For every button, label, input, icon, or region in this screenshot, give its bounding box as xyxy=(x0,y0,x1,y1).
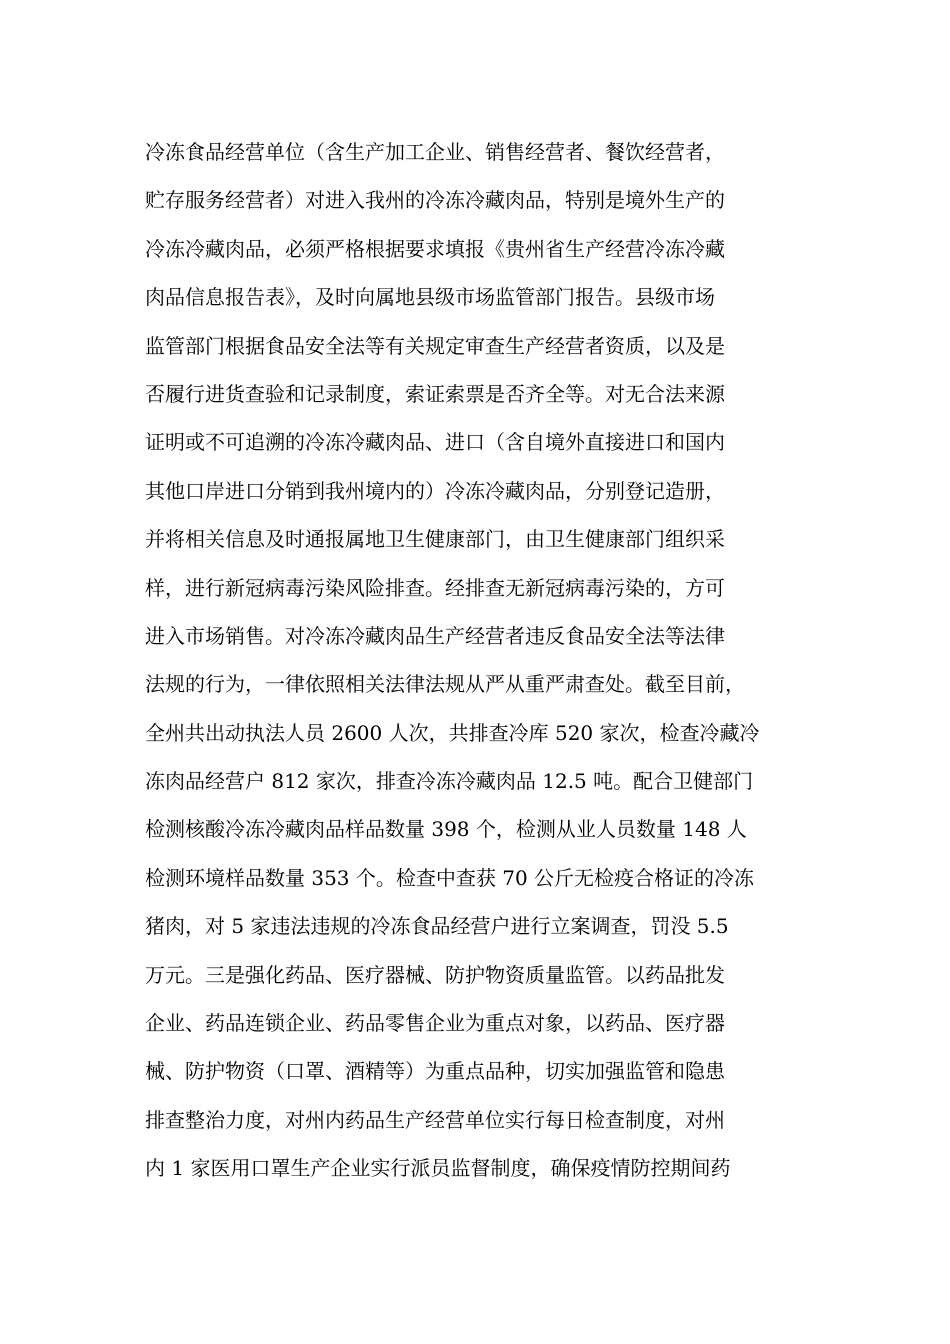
text-line: 冻肉品经营户 812 家次，排查冷冻冷藏肉品 12.5 吨。配合卫健部门 xyxy=(145,769,754,794)
text-line: 全州共出动执法人员 2600 人次，共排查冷库 520 家次，检查冷藏冷 xyxy=(145,720,760,745)
text-line: 冷冻冷藏肉品，必须严格根据要求填报《贵州省生产经营冷冻冷藏 xyxy=(145,236,725,261)
text-line: 内 1 家医用口罩生产企业实行派员监督制度，确保疫情防控期间药 xyxy=(145,1156,731,1181)
text-line: 企业、药品连锁企业、药品零售企业为重点对象，以药品、医疗器 xyxy=(145,1011,725,1036)
text-line: 检测环境样品数量 353 个。检查中查获 70 公斤无检疫合格证的冷冻 xyxy=(145,865,755,890)
text-line: 法规的行为，一律依照相关法律法规从严从重严肃查处。截至目前， xyxy=(145,672,745,697)
text-line: 并将相关信息及时通报属地卫生健康部门，由卫生健康部门组织采 xyxy=(145,527,725,552)
text-line: 检测核酸冷冻冷藏肉品样品数量 398 个，检测从业人员数量 148 人 xyxy=(145,817,747,842)
text-line: 监管部门根据食品安全法等有关规定审查生产经营者资质，以及是 xyxy=(145,333,725,358)
text-line: 证明或不可追溯的冷冻冷藏肉品、进口（含自境外直接进口和国内 xyxy=(145,430,725,455)
text-line: 否履行进货查验和记录制度，索证索票是否齐全等。对无合法来源 xyxy=(145,381,725,406)
text-line: 进入市场销售。对冷冻冷藏肉品生产经营者违反食品安全法等法律 xyxy=(145,623,725,648)
text-line: 冷冻食品经营单位（含生产加工企业、销售经营者、餐饮经营者， xyxy=(145,140,725,164)
text-line: 贮存服务经营者）对进入我州的冷冻冷藏肉品，特别是境外生产的 xyxy=(145,188,725,213)
text-line: 肉品信息报告表》，及时向属地县级市场监管部门报告。县级市场 xyxy=(145,285,715,310)
text-line: 排查整治力度，对州内药品生产经营单位实行每日检查制度，对州 xyxy=(145,1107,725,1132)
text-line: 猪肉，对 5 家违法违规的冷冻食品经营户进行立案调查，罚没 5.5 xyxy=(145,914,729,939)
body-text xyxy=(145,128,835,1193)
text-line: 械、防护物资（口罩、酒精等）为重点品种，切实加强监管和隐患 xyxy=(145,1059,725,1084)
text-line: 万元。三是强化药品、医疗器械、防护物资质量监管。以药品批发 xyxy=(145,962,725,987)
text-line: 样，进行新冠病毒污染风险排查。经排查无新冠病毒污染的，方可 xyxy=(145,575,725,600)
text-line: 其他口岸进口分销到我州境内的）冷冻冷藏肉品，分别登记造册， xyxy=(145,478,725,503)
